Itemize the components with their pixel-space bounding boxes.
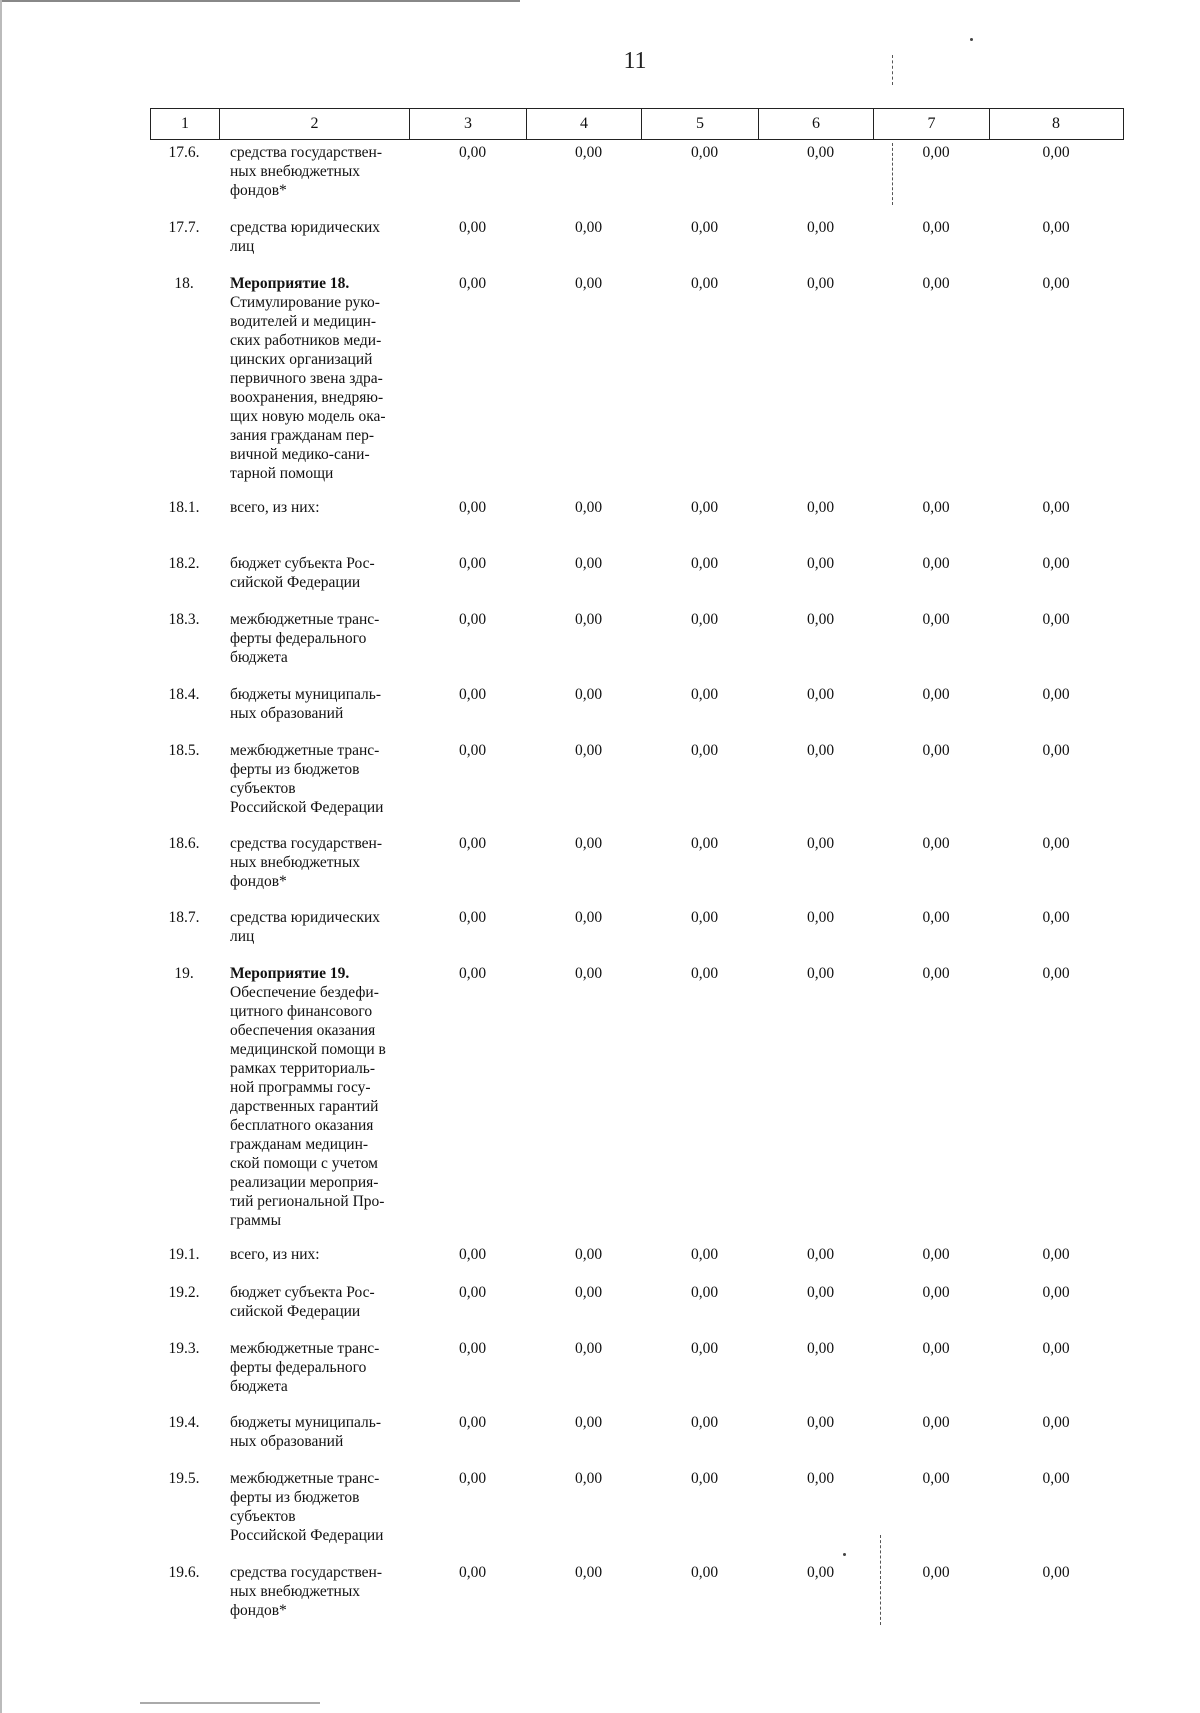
row-description	[230, 610, 422, 667]
description-line: ных образований	[230, 705, 344, 722]
description-line: субъектов	[230, 780, 296, 797]
value-col-6: 0,00	[806, 1284, 835, 1301]
table-row	[150, 741, 1124, 817]
description-line: ферты федерального	[230, 630, 367, 647]
row-description	[230, 1339, 422, 1396]
value-col-5: 0,00	[690, 611, 719, 628]
header-col-4: 4	[526, 109, 641, 139]
row-description	[230, 964, 422, 1230]
value-col-6: 0,00	[806, 1340, 835, 1357]
row-description	[230, 1283, 422, 1321]
description-line: Стимулирование руко-	[230, 294, 380, 311]
description-line: реализации мероприя-	[230, 1174, 379, 1191]
description-line: лиц	[230, 238, 255, 255]
row-number: 18.1.	[168, 499, 200, 516]
table-row	[150, 834, 1124, 891]
value-col-8: 0,00	[1042, 1246, 1070, 1263]
table-row	[150, 1469, 1124, 1545]
page-number: 11	[623, 48, 647, 74]
description-line: граммы	[230, 1212, 282, 1229]
table-row	[150, 685, 1124, 723]
value-col-3: 0,00	[458, 686, 487, 703]
value-col-6: 0,00	[806, 835, 835, 852]
value-col-5: 0,00	[690, 1564, 719, 1581]
table-row	[150, 908, 1124, 946]
value-col-7: 0,00	[922, 555, 950, 572]
value-col-7: 0,00	[922, 144, 950, 161]
description-line: бесплатного оказания	[230, 1117, 374, 1134]
value-col-5: 0,00	[690, 275, 719, 292]
description-line: ферты федерального	[230, 1359, 367, 1376]
value-col-7: 0,00	[922, 1340, 950, 1357]
value-col-8: 0,00	[1042, 686, 1070, 703]
value-col-3: 0,00	[458, 499, 487, 516]
description-line: лиц	[230, 928, 255, 945]
value-col-5: 0,00	[690, 144, 719, 161]
activity-title: Мероприятие 19.	[230, 965, 350, 982]
description-line: медицинской помощи в	[230, 1041, 386, 1058]
value-col-5: 0,00	[690, 499, 719, 516]
value-col-3: 0,00	[458, 1564, 487, 1581]
description-line: средства государствен-	[230, 1564, 383, 1581]
value-col-7: 0,00	[922, 611, 950, 628]
description-line: тарной помощи	[230, 465, 334, 482]
value-col-6: 0,00	[806, 611, 835, 628]
description-line: бюджет субъекта Рос-	[230, 555, 375, 572]
row-number: 18.6.	[168, 835, 200, 852]
description-line: межбюджетные транс-	[230, 1340, 380, 1357]
value-col-5: 0,00	[690, 555, 719, 572]
table-row	[150, 610, 1124, 667]
description-line: бюджет субъекта Рос-	[230, 1284, 375, 1301]
table-row	[150, 218, 1124, 256]
row-number: 19.1.	[168, 1246, 200, 1263]
header-col-2: 2	[219, 109, 409, 139]
scan-mark	[892, 143, 893, 205]
description-line: дарственных гарантий	[230, 1098, 379, 1115]
scan-edge-left	[0, 0, 2, 1713]
description-line: ной программы госу-	[230, 1079, 371, 1096]
value-col-6: 0,00	[806, 965, 835, 982]
table-row	[150, 554, 1124, 592]
description-line: бюджета	[230, 1378, 288, 1395]
value-col-4: 0,00	[574, 144, 603, 161]
value-col-5: 0,00	[690, 742, 719, 759]
value-col-4: 0,00	[574, 835, 603, 852]
value-col-3: 0,00	[458, 909, 487, 926]
row-number: 19.6.	[168, 1564, 200, 1581]
row-number: 18.4.	[168, 686, 200, 703]
value-col-3: 0,00	[458, 1414, 487, 1431]
value-col-3: 0,00	[458, 144, 487, 161]
row-number: 18.7.	[168, 909, 200, 926]
value-col-4: 0,00	[574, 1340, 603, 1357]
value-col-3: 0,00	[458, 1284, 487, 1301]
table-row	[150, 1413, 1124, 1451]
table-row	[150, 274, 1124, 483]
table-row	[150, 1283, 1124, 1321]
description-line: Российской Федерации	[230, 799, 384, 816]
value-col-8: 0,00	[1042, 144, 1070, 161]
description-line: тий региональной Про-	[230, 1193, 385, 1210]
value-col-6: 0,00	[806, 1470, 835, 1487]
value-col-5: 0,00	[690, 1246, 719, 1263]
table-row	[150, 1339, 1124, 1396]
description-line: ферты из бюджетов	[230, 761, 360, 778]
value-col-4: 0,00	[574, 611, 603, 628]
row-description	[230, 908, 422, 946]
header-col-5: 5	[641, 109, 758, 139]
value-col-7: 0,00	[922, 835, 950, 852]
value-col-7: 0,00	[922, 965, 950, 982]
value-col-3: 0,00	[458, 219, 487, 236]
row-description	[230, 554, 422, 592]
description-line: бюджеты муниципаль-	[230, 1414, 382, 1431]
value-col-5: 0,00	[690, 835, 719, 852]
description-line: рамках территориаль-	[230, 1060, 376, 1077]
header-col-8: 8	[989, 109, 1122, 139]
header-col-7: 7	[873, 109, 989, 139]
value-col-3: 0,00	[458, 1340, 487, 1357]
description-line: первичного звена здра-	[230, 370, 383, 387]
value-col-3: 0,00	[458, 835, 487, 852]
row-description	[230, 143, 422, 200]
value-col-8: 0,00	[1042, 835, 1070, 852]
description-line: водителей и медицин-	[230, 313, 377, 330]
value-col-8: 0,00	[1042, 1564, 1070, 1581]
description-line: ных внебюджетных	[230, 1583, 361, 1600]
description-line: ных внебюджетных	[230, 854, 361, 871]
value-col-6: 0,00	[806, 1414, 835, 1431]
value-col-7: 0,00	[922, 1284, 950, 1301]
header-col-6: 6	[758, 109, 873, 139]
value-col-4: 0,00	[574, 909, 603, 926]
value-col-4: 0,00	[574, 742, 603, 759]
value-col-6: 0,00	[806, 1564, 835, 1581]
row-description	[230, 1413, 422, 1451]
description-line: ных внебюджетных	[230, 163, 361, 180]
row-description	[230, 741, 422, 817]
row-description	[230, 498, 422, 517]
value-col-8: 0,00	[1042, 1470, 1070, 1487]
row-number: 19.2.	[168, 1284, 200, 1301]
description-line: средства государствен-	[230, 835, 383, 852]
value-col-3: 0,00	[458, 1246, 487, 1263]
row-number: 19.4.	[168, 1414, 200, 1431]
description-line: бюджета	[230, 649, 288, 666]
value-col-8: 0,00	[1042, 1284, 1070, 1301]
row-description	[230, 274, 422, 483]
value-col-6: 0,00	[806, 219, 835, 236]
value-col-4: 0,00	[574, 275, 603, 292]
row-number: 18.	[174, 275, 194, 292]
value-col-4: 0,00	[574, 1414, 603, 1431]
description-line: средства юридических	[230, 909, 381, 926]
description-line: Обеспечение бездефи-	[230, 984, 379, 1001]
value-col-5: 0,00	[690, 965, 719, 982]
table-row	[150, 498, 1124, 517]
description-line: щих новую модель ока-	[230, 408, 386, 425]
row-number: 19.5.	[168, 1470, 200, 1487]
description-line: воохранения, внедряю-	[230, 389, 384, 406]
table-row	[150, 1245, 1124, 1264]
scan-edge-top	[0, 0, 520, 2]
value-col-7: 0,00	[922, 686, 950, 703]
description-line: фондов*	[230, 182, 287, 199]
description-line: межбюджетные транс-	[230, 611, 380, 628]
description-line: зания гражданам пер-	[230, 427, 375, 444]
row-number: 19.	[174, 965, 194, 982]
value-col-5: 0,00	[690, 1284, 719, 1301]
description-line: ферты из бюджетов	[230, 1489, 360, 1506]
value-col-8: 0,00	[1042, 965, 1070, 982]
value-col-7: 0,00	[922, 1414, 950, 1431]
description-line: бюджеты муниципаль-	[230, 686, 382, 703]
description-line: сийской Федерации	[230, 1303, 361, 1320]
value-col-4: 0,00	[574, 1284, 603, 1301]
value-col-3: 0,00	[458, 742, 487, 759]
value-col-6: 0,00	[806, 742, 835, 759]
value-col-4: 0,00	[574, 965, 603, 982]
value-col-4: 0,00	[574, 1246, 603, 1263]
description-line: ской помощи с учетом	[230, 1155, 378, 1172]
description-line: всего, из них:	[230, 1246, 320, 1263]
value-col-5: 0,00	[690, 1470, 719, 1487]
value-col-7: 0,00	[922, 275, 950, 292]
value-col-7: 0,00	[922, 219, 950, 236]
row-number: 18.5.	[168, 742, 200, 759]
value-col-3: 0,00	[458, 555, 487, 572]
header-col-3: 3	[409, 109, 526, 139]
description-line: межбюджетные транс-	[230, 742, 380, 759]
description-line: средства государствен-	[230, 144, 383, 161]
value-col-6: 0,00	[806, 555, 835, 572]
value-col-5: 0,00	[690, 1340, 719, 1357]
row-number: 17.7.	[168, 219, 200, 236]
value-col-7: 0,00	[922, 499, 950, 516]
value-col-7: 0,00	[922, 1246, 950, 1263]
value-col-6: 0,00	[806, 499, 835, 516]
value-col-3: 0,00	[458, 965, 487, 982]
row-number: 17.6.	[168, 144, 200, 161]
table-row	[150, 143, 1124, 200]
value-col-6: 0,00	[806, 144, 835, 161]
value-col-5: 0,00	[690, 686, 719, 703]
value-col-7: 0,00	[922, 909, 950, 926]
row-description	[230, 218, 422, 256]
table-header	[150, 108, 1124, 140]
description-line: средства юридических	[230, 219, 381, 236]
description-line: цинских организаций	[230, 351, 373, 368]
value-col-6: 0,00	[806, 686, 835, 703]
value-col-8: 0,00	[1042, 555, 1070, 572]
value-col-6: 0,00	[806, 909, 835, 926]
value-col-4: 0,00	[574, 219, 603, 236]
value-col-6: 0,00	[806, 1246, 835, 1263]
value-col-4: 0,00	[574, 499, 603, 516]
value-col-8: 0,00	[1042, 1340, 1070, 1357]
value-col-8: 0,00	[1042, 219, 1070, 236]
value-col-8: 0,00	[1042, 275, 1070, 292]
description-line: ных образований	[230, 1433, 344, 1450]
value-col-4: 0,00	[574, 555, 603, 572]
scan-mark	[892, 55, 893, 85]
value-col-4: 0,00	[574, 686, 603, 703]
value-col-4: 0,00	[574, 1564, 603, 1581]
table-row	[150, 1563, 1124, 1620]
value-col-3: 0,00	[458, 611, 487, 628]
description-line: межбюджетные транс-	[230, 1470, 380, 1487]
description-line: вичной медико-сани-	[230, 446, 370, 463]
description-line: гражданам медицин-	[230, 1136, 369, 1153]
value-col-8: 0,00	[1042, 742, 1070, 759]
value-col-5: 0,00	[690, 1414, 719, 1431]
activity-title: Мероприятие 18.	[230, 275, 350, 292]
scan-speck	[843, 1553, 846, 1556]
value-col-6: 0,00	[806, 275, 835, 292]
value-col-3: 0,00	[458, 275, 487, 292]
row-number: 18.2.	[168, 555, 200, 572]
value-col-7: 0,00	[922, 1564, 950, 1581]
description-line: субъектов	[230, 1508, 296, 1525]
scan-mark	[880, 1535, 881, 1625]
row-description	[230, 685, 422, 723]
description-line: цитного финансового	[230, 1003, 373, 1020]
row-description	[230, 1563, 422, 1620]
value-col-8: 0,00	[1042, 1414, 1070, 1431]
value-col-8: 0,00	[1042, 499, 1070, 516]
value-col-8: 0,00	[1042, 909, 1070, 926]
row-description	[230, 834, 422, 891]
description-line: сийской Федерации	[230, 574, 361, 591]
scan-edge-bottom	[140, 1702, 320, 1704]
row-number: 19.3.	[168, 1340, 200, 1357]
description-line: фондов*	[230, 1602, 287, 1619]
value-col-4: 0,00	[574, 1470, 603, 1487]
description-line: Российской Федерации	[230, 1527, 384, 1544]
description-line: фондов*	[230, 873, 287, 890]
value-col-3: 0,00	[458, 1470, 487, 1487]
value-col-5: 0,00	[690, 909, 719, 926]
table-row	[150, 964, 1124, 1230]
value-col-5: 0,00	[690, 219, 719, 236]
description-line: ских работников меди-	[230, 332, 382, 349]
scan-speck	[970, 38, 973, 41]
description-line: обеспечения оказания	[230, 1022, 376, 1039]
row-description	[230, 1469, 422, 1545]
value-col-8: 0,00	[1042, 611, 1070, 628]
description-line: всего, из них:	[230, 499, 320, 516]
row-description	[230, 1245, 422, 1264]
row-number: 18.3.	[168, 611, 200, 628]
value-col-7: 0,00	[922, 1470, 950, 1487]
value-col-7: 0,00	[922, 742, 950, 759]
header-col-1: 1	[181, 115, 189, 132]
